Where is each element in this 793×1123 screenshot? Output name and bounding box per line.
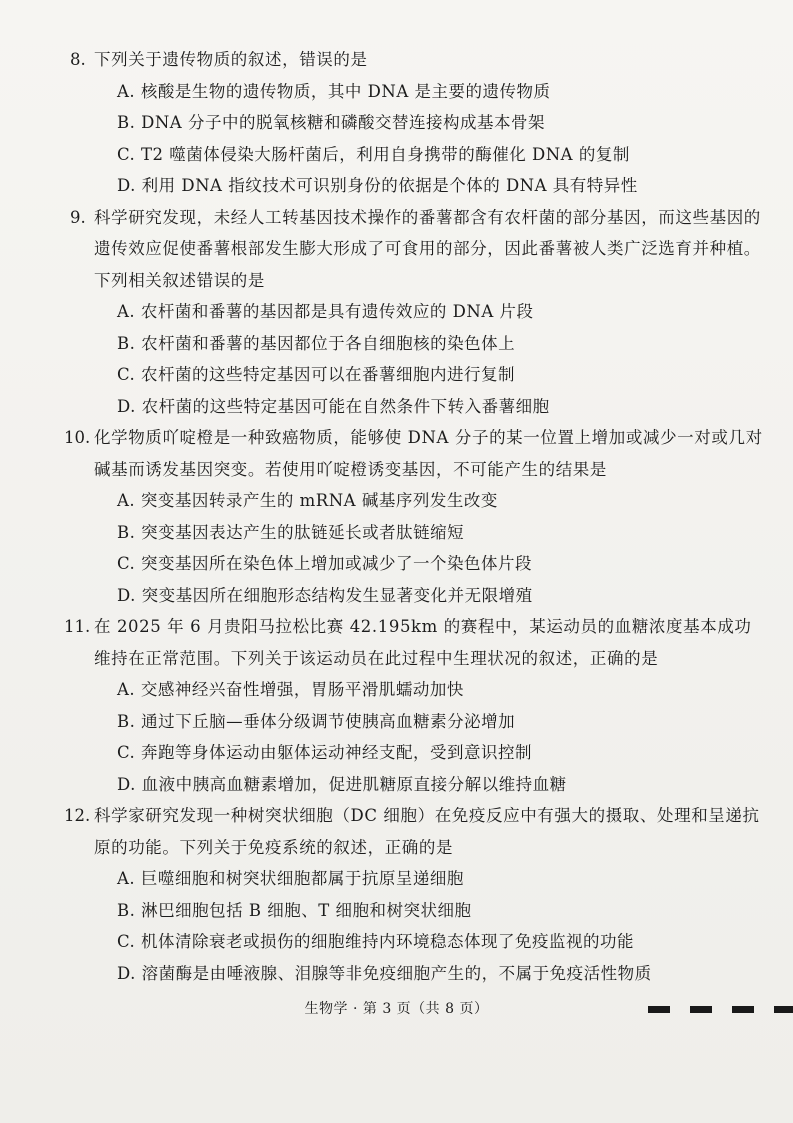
question-8 [70,44,764,202]
option-c: C. 突变基因所在染色体上增加或减少了一个染色体片段 [117,554,533,573]
scan-marks [648,1006,793,1013]
option-list [94,863,764,989]
option-list [94,485,764,611]
option-b: B. 突变基因表达产生的肽链延长或者肽链缩短 [117,522,465,542]
option-a: A. 突变基因转录产生的 mRNA 碱基序列发生改变 [117,491,498,510]
question-number: 11. [64,617,91,636]
scan-mark [774,1006,793,1013]
question-number: 10. [64,428,91,447]
question-number: 8. [70,50,86,69]
question-stem [64,422,764,485]
option-a: A. 农杆菌和番薯的基因都是具有遗传效应的 DNA 片段 [117,302,534,321]
option-b: B. 农杆菌和番薯的基因都位于各自细胞核的染色体上 [117,333,516,353]
question-stem [64,611,764,674]
question-stem [70,202,764,297]
option-a: A. 交感神经兴奋性增强，胃肠平滑肌蠕动加快 [117,680,464,699]
option-c: C. 奔跑等身体运动由躯体运动神经支配，受到意识控制 [117,743,533,762]
question-text: 在 2025 年 6 月贵阳马拉松比赛 42.195km 的赛程中，某运动员的血糖浓度基本成功维持在正常范围。下列关于该运动员在此过程中生理状况的叙述，正确的是 [94,617,752,668]
question-text: 科学家研究发现一种树突状细胞（DC 细胞）在免疫反应中有强大的摄取、处理和呈递抗原的功能。下列关于免疫系统的叙述，正确的是 [94,806,760,857]
question-text: 化学物质吖啶橙是一种致癌物质，能够使 DNA 分子的某一位置上增加或减少一对或几对碱基而诱发基因突变。若使用吖啶橙诱变基因，不可能产生的结果是 [94,428,763,479]
question-number: 12. [64,806,91,825]
question-number: 9. [70,207,86,227]
question-stem [70,44,764,76]
option-c: C. T2 噬菌体侵染大肠杆菌后，利用自身携带的酶催化 DNA 的复制 [117,144,630,164]
option-list [94,76,764,202]
question-11 [64,611,764,800]
option-a: A. 核酸是生物的遗传物质，其中 DNA 是主要的遗传物质 [117,81,551,101]
page-footer: 生物学 · 第 3 页（共 8 页） [304,1001,489,1017]
option-c: C. 农杆菌的这些特定基因可以在番薯细胞内进行复制 [117,365,516,384]
option-b: B. 淋巴细胞包括 B 细胞、T 细胞和树突状细胞 [117,900,472,920]
question-text: 科学研究发现，未经人工转基因技术操作的番薯都含有农杆菌的部分基因，而这些基因的遗传效应促使番薯根部发生膨大形成了可食用的部分，因此番薯被人类广泛选育并种植。下列相关叙述错误的是 [94,207,761,290]
option-d: D. 利用 DNA 指纹技术可识别身份的依据是个体的 DNA 具有特异性 [117,176,638,195]
option-b: B. 通过下丘脑—垂体分级调节使胰高血糖素分泌增加 [117,711,516,731]
question-stem [64,800,764,863]
option-b: B. DNA 分子中的脱氧核糖和磷酸交替连接构成基本骨架 [117,113,545,132]
option-d: D. 溶菌酶是由唾液腺、泪腺等非免疫细胞产生的，不属于免疫活性物质 [117,963,652,983]
question-text: 下列关于遗传物质的叙述，错误的是 [94,50,368,69]
scan-mark [648,1006,670,1013]
question-list [64,44,764,989]
option-d: D. 农杆菌的这些特定基因可能在自然条件下转入番薯细胞 [117,396,550,416]
scan-mark [732,1006,754,1013]
option-a: A. 巨噬细胞和树突状细胞都属于抗原呈递细胞 [117,869,464,888]
scan-mark [690,1006,712,1013]
option-d: D. 突变基因所在细胞形态结构发生显著变化并无限增殖 [117,585,533,605]
option-c: C. 机体清除衰老或损伤的细胞维持内环境稳态体现了免疫监视的功能 [117,932,635,951]
question-9 [70,202,764,423]
option-d: D. 血液中胰高血糖素增加，促进肌糖原直接分解以维持血糖 [117,774,567,794]
option-list [94,674,764,800]
option-list [94,296,764,422]
question-12 [64,800,764,989]
question-10 [64,422,764,611]
